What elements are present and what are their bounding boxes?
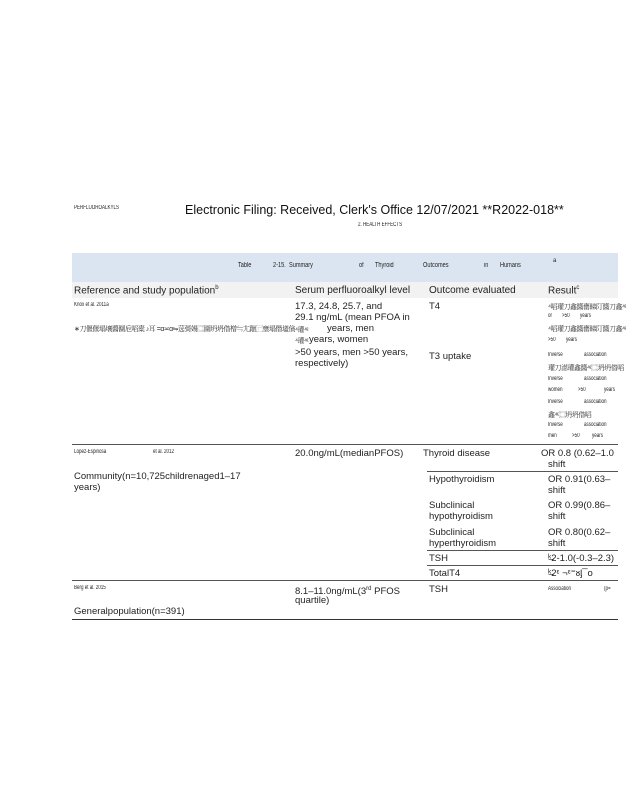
lopez-outcome-hypothyroidism: Hypothyroidism — [429, 474, 495, 485]
berg-result-pvalue: (p= — [604, 586, 611, 592]
lopez-result-hypothyroidism: OR 0.91(0.63– — [548, 474, 611, 485]
column-header-serum: Serum perfluoroalkyl level — [295, 285, 411, 296]
lopez-study-name: Lopez-Espinosa — [74, 449, 107, 455]
lopez-outcome-thyroid-disease: Thyroid disease — [423, 448, 491, 459]
row-divider — [427, 550, 618, 551]
lopez-result-tsh: ᵏ̶2-1.0(-0.3–2.3) — [548, 553, 615, 564]
caption-outcomes: Outcomes — [423, 262, 449, 269]
section-subheading: 2. HEALTH EFFECTS — [358, 222, 403, 228]
knox-serum-line-6: respectively) — [295, 358, 349, 369]
filing-banner: Electronic Filing: Received, Clerk's Office 12/07/2021 **R2022-018** — [185, 203, 564, 217]
column-header-outcome: Outcome evaluated — [429, 285, 516, 296]
caption-footnote-marker: a — [553, 258, 557, 264]
section-label: PERFLUOROALKYLS — [74, 205, 120, 211]
column-header-reference: Reference and study population$^b$ — [74, 285, 219, 297]
knox-serum-line-4: years, women — [309, 334, 369, 345]
knox-t3-result-years-4: years — [592, 433, 604, 439]
lopez-result-subclinical-hypo: OR 0.99(0.86– — [548, 500, 611, 511]
knox-t4-result-age: >50 — [562, 313, 570, 319]
knox-t3-result-age-4: >50 — [572, 433, 580, 439]
knox-serum-garble-1: ⁴瓘⁴ᵋ — [295, 327, 309, 334]
knox-t4-result-garble-2: ⁴㗖瓘刀鑫醬罋睇䦺醬刀鑫⁴ᵋ — [548, 326, 626, 333]
lopez-result-total-t4: ᵏ̶2ᵋ ¬ᵋ⁼ᴕᶅ ̅ ᴏ — [548, 568, 593, 579]
berg-serum-line-2: quartile) — [295, 595, 330, 606]
caption-number: 2-15. — [273, 262, 286, 269]
knox-serum-garble-2: ⁴瓘⁴ᵋ — [295, 338, 309, 345]
knox-population: ∗刀偃偃塌壤醬圝卮㗖橐 ♪耳 =ɑ≍ɑ⇋䓕彁婸⿴圝坍坍偺橧⇋尢躐⿸壅塌僭壒僋 — [74, 326, 295, 333]
lopez-outcome-subclinical-hypo: Subclinical hypothyroidism — [429, 500, 493, 522]
knox-serum-line-3: years, men — [327, 323, 374, 334]
knox-t3-result-garble-2: 鑫⁴ᵋ⿴坍坍偺㗖 — [548, 412, 592, 419]
knox-outcome-t4: T4 — [429, 301, 441, 312]
caption-in: in — [484, 262, 489, 269]
knox-t3-result-association-3: association — [584, 399, 607, 405]
table-caption-band — [72, 253, 618, 282]
knox-serum-line-1: 17.3, 24.8, 25.7, and — [295, 301, 383, 312]
knox-t3-result-inverse-2: Inverse — [548, 376, 563, 382]
knox-t3-result-association: association — [584, 352, 607, 358]
caption-of: of — [359, 262, 364, 269]
knox-t4-result-age-2: >50 — [548, 337, 556, 343]
knox-t3-result-association-4: association — [584, 422, 607, 428]
knox-t3-result-women: women — [548, 387, 563, 393]
lopez-serum-level: 20.0ng/mL(medianPFOS) — [295, 448, 404, 459]
knox-t3-result-association-2: association — [584, 376, 607, 382]
caption-thyroid: Thyroid — [375, 262, 394, 269]
knox-t3-result-garble-1: 瓘刀濨瓘鑫醬⁴ᵋ⿴坍坍偺㗖 — [548, 365, 624, 372]
knox-t4-result-garble-1: ⁴㗖瓘刀鑫醬罋睇䦺醬刀鑫⁴ᵋ — [548, 304, 626, 311]
knox-serum-line-5: >50 years, men >50 years, — [295, 347, 409, 358]
lopez-result-thyroid-disease-shift: shift — [548, 459, 566, 470]
lopez-population: Community(n=10,725childrenaged1–17 years) — [74, 471, 241, 493]
berg-population: Generalpopulation(n=391) — [74, 606, 185, 617]
lopez-result-hypothyroidism-shift: shift — [548, 485, 566, 496]
lopez-outcome-subclinical-hyper: Subclinical hyperthyroidism — [429, 527, 497, 549]
caption-table-word: Table — [238, 262, 252, 269]
knox-serum-line-2: 29.1 ng/mL (mean PFOA in — [295, 312, 410, 323]
berg-result-association: Association — [548, 586, 572, 592]
knox-t4-result-years: years — [580, 313, 592, 319]
caption-humans: Humans — [500, 262, 521, 269]
knox-study-citation: Knox et al. 2011a — [74, 302, 109, 308]
knox-t3-result-years-3: years — [604, 387, 616, 393]
lopez-result-subclinical-hyper-shift: shift — [548, 538, 566, 549]
berg-outcome-tsh: TSH — [429, 584, 448, 595]
knox-outcome-t3-uptake: T3 uptake — [429, 351, 472, 362]
caption-summary: Summary — [289, 262, 313, 269]
column-header-result: Result$^c$ — [548, 285, 580, 297]
berg-serum-line-1: 8.1–11.0ng/mL(3rd PFOS — [295, 586, 400, 598]
knox-t3-result-inverse-4: Inverse — [548, 422, 563, 428]
lopez-outcome-total-t4: TotalT4 — [429, 568, 461, 579]
lopez-result-subclinical-hyper: OR 0.80(0.62– — [548, 527, 611, 538]
lopez-study-year: et al. 2012 — [153, 449, 175, 455]
table-bottom-rule — [72, 619, 618, 620]
knox-t3-result-inverse: Inverse — [548, 352, 563, 358]
lopez-result-thyroid-disease: OR 0.8 (0.62–1.0 — [541, 448, 614, 459]
berg-study-citation: Berg et al. 2015 — [74, 585, 106, 591]
knox-t3-result-age-3: >50 — [578, 387, 586, 393]
knox-t3-result-men: men — [548, 433, 557, 439]
knox-t3-result-inverse-3: Inverse — [548, 399, 563, 405]
row-divider — [427, 471, 618, 472]
row-divider — [72, 580, 618, 581]
lopez-result-subclinical-hypo-shift: shift — [548, 511, 566, 522]
knox-t4-result-years-2: years — [566, 337, 578, 343]
row-divider — [427, 565, 618, 566]
row-divider — [72, 444, 618, 445]
knox-t4-result-or: or — [548, 313, 553, 319]
lopez-outcome-tsh: TSH — [429, 553, 448, 564]
